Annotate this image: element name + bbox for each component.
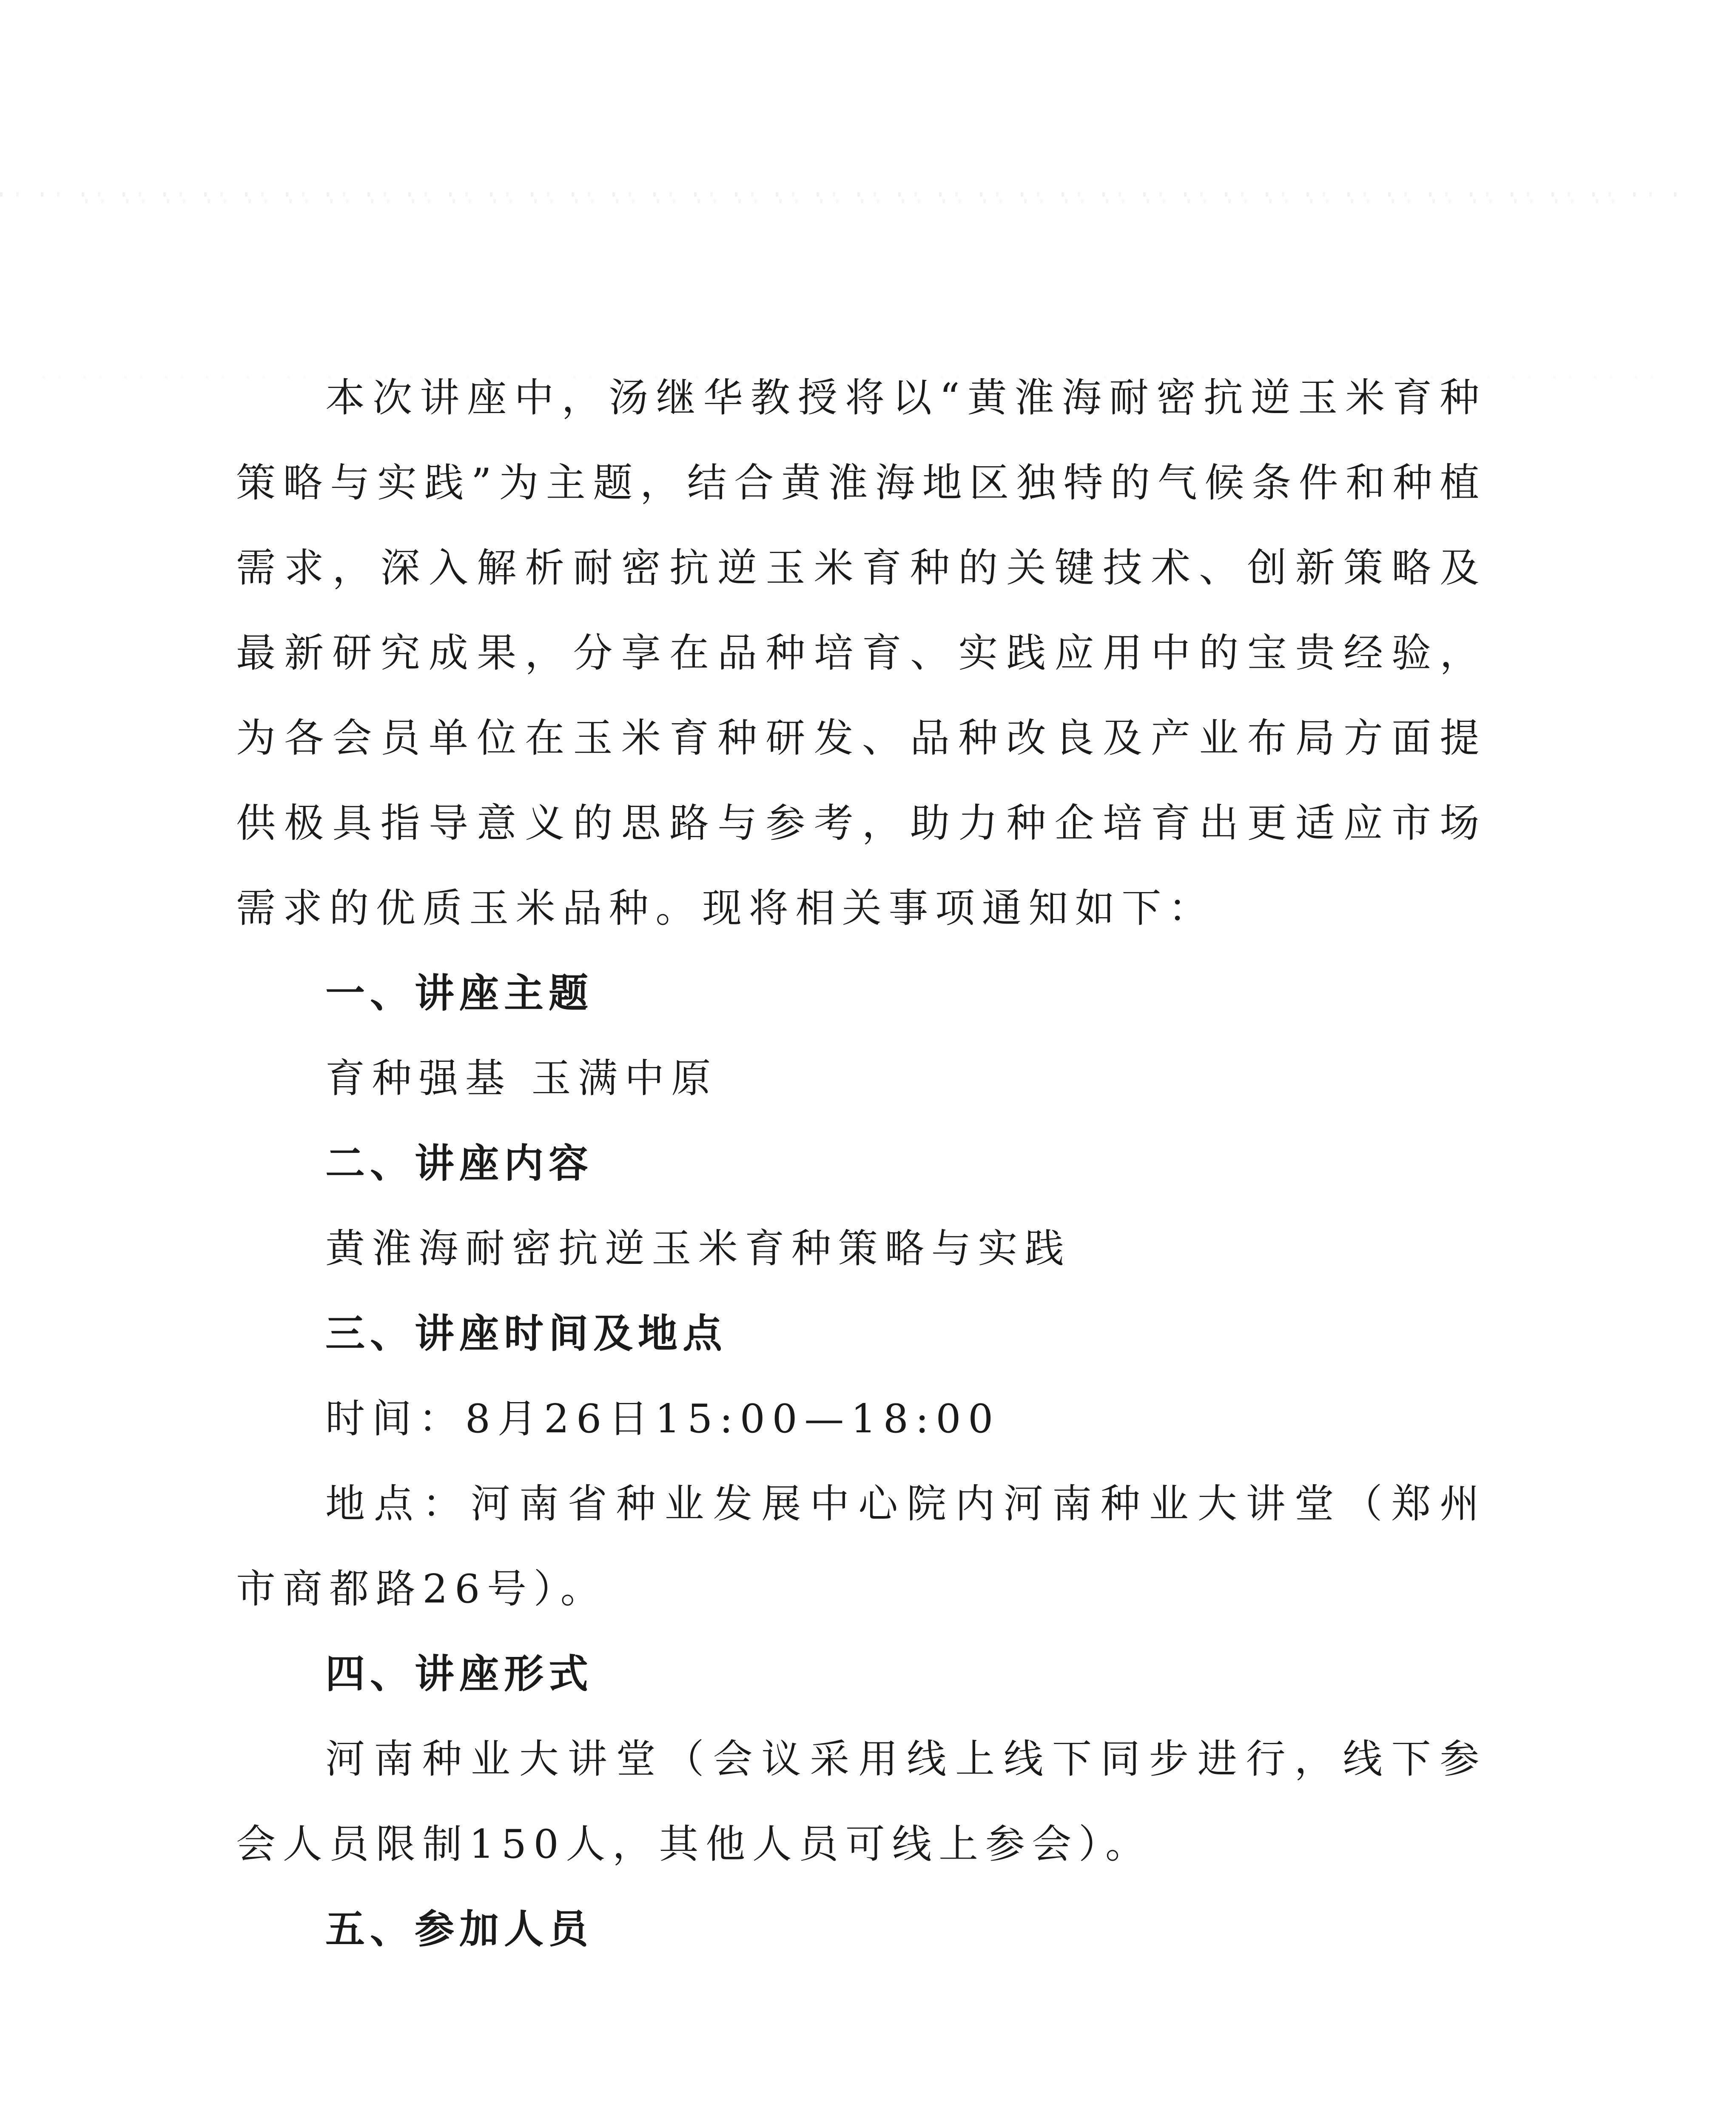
document-body xyxy=(236,355,1486,1972)
section-heading-topic: 一、讲座主题 xyxy=(325,970,593,1016)
section-text-content: 黄淮海耐密抗逆玉米育种策略与实践 xyxy=(325,1226,1071,1272)
section-heading-format: 四、讲座形式 xyxy=(325,1651,593,1697)
scan-artifact-line xyxy=(85,199,1616,203)
section-heading-participants: 五、参加人员 xyxy=(325,1906,593,1952)
section-text-time: 时间：8月26日15:00—18:00 xyxy=(325,1396,1000,1442)
scan-artifact-line xyxy=(0,192,1680,197)
section-text-place: 地点：河南省种业发展中心院内河南种业大讲堂（郑州市商都路26号）。 xyxy=(236,1481,1486,1612)
section-heading-time-place: 三、讲座时间及地点 xyxy=(325,1311,727,1357)
section-text-topic: 育种强基 玉满中原 xyxy=(325,1055,718,1101)
intro-paragraph: 本次讲座中，汤继华教授将以“黄淮海耐密抗逆玉米育种策略与实践”为主题，结合黄淮海地区独特的气候条件和种植需求，深入解析耐密抗逆玉米育种的关键技术、创新策略及最新研究成果，分享在品种培育、实践应用中的宝贵经验，为各会员单位在玉米育种研发、品种改良及产业布局方面提供极具指导意义的思路与参考，助力种企培育出更适应市场需求的优质玉米品种。现将相关事项通知如下： xyxy=(236,375,1486,931)
section-text-format: 河南种业大讲堂（会议采用线上线下同步进行，线下参会人员限制150人，其他人员可线上参会）。 xyxy=(236,1736,1486,1867)
section-heading-content: 二、讲座内容 xyxy=(325,1140,593,1186)
